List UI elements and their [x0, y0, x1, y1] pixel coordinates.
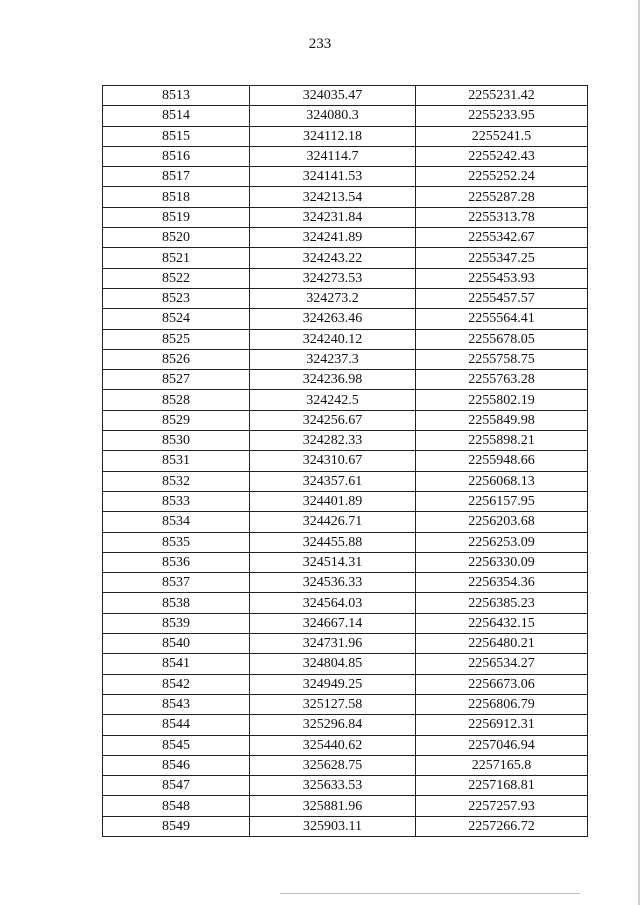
y-coordinate-cell: 2255287.28	[416, 187, 588, 207]
x-coordinate-cell: 324804.85	[250, 654, 416, 674]
point-id-cell: 8536	[103, 552, 250, 572]
table-row	[103, 207, 588, 227]
point-id-cell: 8535	[103, 532, 250, 552]
x-coordinate-cell: 324237.3	[250, 349, 416, 369]
table-row	[103, 491, 588, 511]
y-coordinate-cell: 2255758.75	[416, 349, 588, 369]
y-coordinate-cell: 2256068.13	[416, 471, 588, 491]
point-id-cell: 8521	[103, 248, 250, 268]
y-coordinate-cell: 2255948.66	[416, 451, 588, 471]
x-coordinate-cell: 324243.22	[250, 248, 416, 268]
table-row	[103, 431, 588, 451]
table-row	[103, 309, 588, 329]
table-row	[103, 146, 588, 166]
x-coordinate-cell: 324213.54	[250, 187, 416, 207]
point-id-cell: 8530	[103, 431, 250, 451]
table-row	[103, 167, 588, 187]
table-row	[103, 776, 588, 796]
table-row	[103, 634, 588, 654]
point-id-cell: 8538	[103, 593, 250, 613]
point-id-cell: 8537	[103, 573, 250, 593]
table-row	[103, 532, 588, 552]
table-row	[103, 715, 588, 735]
point-id-cell: 8532	[103, 471, 250, 491]
x-coordinate-cell: 324949.25	[250, 674, 416, 694]
point-id-cell: 8515	[103, 126, 250, 146]
y-coordinate-cell: 2256330.09	[416, 552, 588, 572]
x-coordinate-cell: 324242.5	[250, 390, 416, 410]
x-coordinate-cell: 324241.89	[250, 228, 416, 248]
table-row	[103, 228, 588, 248]
table-row	[103, 471, 588, 491]
y-coordinate-cell: 2257168.81	[416, 776, 588, 796]
x-coordinate-cell: 324256.67	[250, 410, 416, 430]
table-row	[103, 370, 588, 390]
y-coordinate-cell: 2256385.23	[416, 593, 588, 613]
y-coordinate-cell: 2257266.72	[416, 816, 588, 836]
table-row	[103, 593, 588, 613]
point-id-cell: 8527	[103, 370, 250, 390]
point-id-cell: 8540	[103, 634, 250, 654]
y-coordinate-cell: 2255347.25	[416, 248, 588, 268]
x-coordinate-cell: 324231.84	[250, 207, 416, 227]
x-coordinate-cell: 324273.53	[250, 268, 416, 288]
point-id-cell: 8529	[103, 410, 250, 430]
point-id-cell: 8514	[103, 106, 250, 126]
point-id-cell: 8525	[103, 329, 250, 349]
x-coordinate-cell: 325628.75	[250, 755, 416, 775]
point-id-cell: 8516	[103, 146, 250, 166]
y-coordinate-cell: 2255678.05	[416, 329, 588, 349]
point-id-cell: 8526	[103, 349, 250, 369]
table-row	[103, 288, 588, 308]
table-row	[103, 410, 588, 430]
y-coordinate-cell: 2255233.95	[416, 106, 588, 126]
table-row	[103, 106, 588, 126]
point-id-cell: 8513	[103, 86, 250, 106]
point-id-cell: 8547	[103, 776, 250, 796]
point-id-cell: 8519	[103, 207, 250, 227]
table-row	[103, 674, 588, 694]
point-id-cell: 8546	[103, 755, 250, 775]
x-coordinate-cell: 324455.88	[250, 532, 416, 552]
table-row	[103, 735, 588, 755]
y-coordinate-cell: 2256673.06	[416, 674, 588, 694]
table-row	[103, 86, 588, 106]
x-coordinate-cell: 324263.46	[250, 309, 416, 329]
point-id-cell: 8542	[103, 674, 250, 694]
point-id-cell: 8518	[103, 187, 250, 207]
x-coordinate-cell: 324731.96	[250, 634, 416, 654]
y-coordinate-cell: 2256432.15	[416, 613, 588, 633]
x-coordinate-cell: 324240.12	[250, 329, 416, 349]
y-coordinate-cell: 2255453.93	[416, 268, 588, 288]
y-coordinate-cell: 2255242.43	[416, 146, 588, 166]
x-coordinate-cell: 324514.31	[250, 552, 416, 572]
coordinates-table	[102, 85, 588, 837]
x-coordinate-cell: 324141.53	[250, 167, 416, 187]
point-id-cell: 8528	[103, 390, 250, 410]
x-coordinate-cell: 325127.58	[250, 694, 416, 714]
point-id-cell: 8544	[103, 715, 250, 735]
y-coordinate-cell: 2256354.36	[416, 573, 588, 593]
x-coordinate-cell: 324667.14	[250, 613, 416, 633]
table-row	[103, 573, 588, 593]
x-coordinate-cell: 325633.53	[250, 776, 416, 796]
x-coordinate-cell: 324282.33	[250, 431, 416, 451]
table-row	[103, 268, 588, 288]
point-id-cell: 8522	[103, 268, 250, 288]
table-row	[103, 552, 588, 572]
table-row	[103, 349, 588, 369]
point-id-cell: 8533	[103, 491, 250, 511]
x-coordinate-cell: 324112.18	[250, 126, 416, 146]
y-coordinate-cell: 2257046.94	[416, 735, 588, 755]
x-coordinate-cell: 324357.61	[250, 471, 416, 491]
y-coordinate-cell: 2255564.41	[416, 309, 588, 329]
point-id-cell: 8531	[103, 451, 250, 471]
x-coordinate-cell: 325296.84	[250, 715, 416, 735]
table-row	[103, 512, 588, 532]
x-coordinate-cell: 324273.2	[250, 288, 416, 308]
x-coordinate-cell: 324035.47	[250, 86, 416, 106]
point-id-cell: 8523	[103, 288, 250, 308]
point-id-cell: 8549	[103, 816, 250, 836]
point-id-cell: 8548	[103, 796, 250, 816]
y-coordinate-cell: 2256912.31	[416, 715, 588, 735]
table-row	[103, 451, 588, 471]
bottom-rule	[280, 893, 580, 894]
table-row	[103, 694, 588, 714]
point-id-cell: 8545	[103, 735, 250, 755]
table-body	[103, 86, 588, 837]
x-coordinate-cell: 324564.03	[250, 593, 416, 613]
table-row	[103, 390, 588, 410]
x-coordinate-cell: 325440.62	[250, 735, 416, 755]
table-row	[103, 796, 588, 816]
x-coordinate-cell: 324536.33	[250, 573, 416, 593]
table-row	[103, 613, 588, 633]
y-coordinate-cell: 2255241.5	[416, 126, 588, 146]
y-coordinate-cell: 2255252.24	[416, 167, 588, 187]
x-coordinate-cell: 324310.67	[250, 451, 416, 471]
y-coordinate-cell: 2256480.21	[416, 634, 588, 654]
y-coordinate-cell: 2256157.95	[416, 491, 588, 511]
y-coordinate-cell: 2255231.42	[416, 86, 588, 106]
y-coordinate-cell: 2255313.78	[416, 207, 588, 227]
y-coordinate-cell: 2256534.27	[416, 654, 588, 674]
page-number: 233	[308, 36, 332, 52]
x-coordinate-cell: 324426.71	[250, 512, 416, 532]
point-id-cell: 8520	[103, 228, 250, 248]
x-coordinate-cell: 325881.96	[250, 796, 416, 816]
table-row	[103, 126, 588, 146]
table-row	[103, 654, 588, 674]
table-row	[103, 187, 588, 207]
y-coordinate-cell: 2257165.8	[416, 755, 588, 775]
x-coordinate-cell: 324236.98	[250, 370, 416, 390]
y-coordinate-cell: 2255802.19	[416, 390, 588, 410]
table-row	[103, 755, 588, 775]
y-coordinate-cell: 2255457.57	[416, 288, 588, 308]
x-coordinate-cell: 324401.89	[250, 491, 416, 511]
x-coordinate-cell: 324080.3	[250, 106, 416, 126]
y-coordinate-cell: 2255898.21	[416, 431, 588, 451]
x-coordinate-cell: 325903.11	[250, 816, 416, 836]
y-coordinate-cell: 2255763.28	[416, 370, 588, 390]
table-row	[103, 248, 588, 268]
x-coordinate-cell: 324114.7	[250, 146, 416, 166]
y-coordinate-cell: 2256253.09	[416, 532, 588, 552]
y-coordinate-cell: 2257257.93	[416, 796, 588, 816]
y-coordinate-cell: 2255849.98	[416, 410, 588, 430]
y-coordinate-cell: 2255342.67	[416, 228, 588, 248]
point-id-cell: 8534	[103, 512, 250, 532]
y-coordinate-cell: 2256806.79	[416, 694, 588, 714]
point-id-cell: 8524	[103, 309, 250, 329]
table-row	[103, 816, 588, 836]
point-id-cell: 8517	[103, 167, 250, 187]
point-id-cell: 8539	[103, 613, 250, 633]
y-coordinate-cell: 2256203.68	[416, 512, 588, 532]
table-row	[103, 329, 588, 349]
point-id-cell: 8543	[103, 694, 250, 714]
point-id-cell: 8541	[103, 654, 250, 674]
